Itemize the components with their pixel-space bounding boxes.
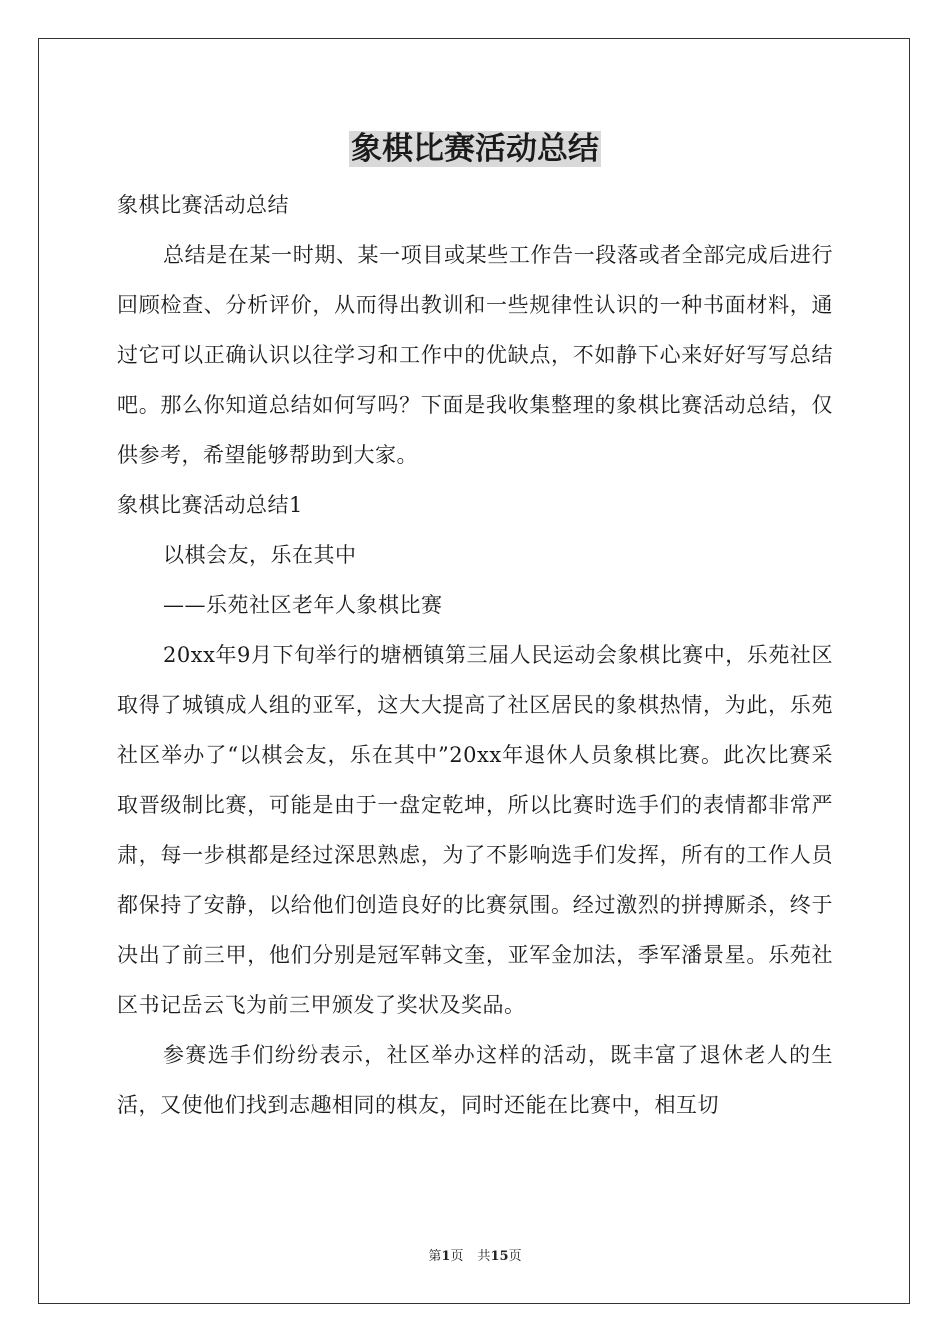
document-body <box>117 180 833 1130</box>
section-subtitle: 以棋会友，乐在其中 <box>163 543 357 567</box>
page-number: 1 <box>441 1249 451 1264</box>
page-suffix: 页 <box>450 1249 464 1264</box>
total-suffix: 页 <box>508 1249 522 1264</box>
page-total: 15 <box>490 1249 509 1264</box>
document-title-text: 象棋比赛活动总结 <box>351 131 599 167</box>
page-prefix: 第 <box>428 1249 442 1264</box>
total-prefix: 共 <box>477 1249 491 1264</box>
body-paragraph: 20xx年9月下旬举行的塘栖镇第三届人民运动会象棋比赛中，乐苑社区取得了城镇成人组的亚军，这大大提高了社区居民的象棋热情，为此，乐苑社区举办了“以棋会友，乐在其中”20xx年退休人员象棋比赛。此次比赛采取晋级制比赛，可能是由于一盘定乾坤，所以比赛时选手们的表情都非常严肃，每一步棋都是经过深思熟虑，为了不影响选手们发挥，所有的工作人员都保持了安静，以给他们创造良好的比赛氛围。经过激烈的拼搏厮杀，终于决出了前三甲，他们分别是冠军韩文奎，亚军金加法，季军潘景星。乐苑社区书记岳云飞为前三甲颁发了奖状及奖品。 <box>117 643 833 1017</box>
page-footer <box>0 1245 950 1264</box>
section-heading: 象棋比赛活动总结1 <box>117 493 303 517</box>
document-title <box>0 126 950 172</box>
body-paragraph-2: 参赛选手们纷纷表示，社区举办这样的活动，既丰富了退休老人的生活，又使他们找到志趣相同的棋友，同时还能在比赛中，相互切 <box>117 1043 833 1117</box>
doc-heading: 象棋比赛活动总结 <box>117 193 289 217</box>
intro-paragraph: 总结是在某一时期、某一项目或某些工作告一段落或者全部完成后进行回顾检查、分析评价，从而得出教训和一些规律性认识的一种书面材料，通过它可以正确认识以往学习和工作中的优缺点，不如静下心来好好写写总结吧。那么你知道总结如何写吗？下面是我收集整理的象棋比赛活动总结，仅供参考，希望能够帮助到大家。 <box>117 243 833 467</box>
section-subtitle-2: ——乐苑社区老年人象棋比赛 <box>163 593 443 617</box>
